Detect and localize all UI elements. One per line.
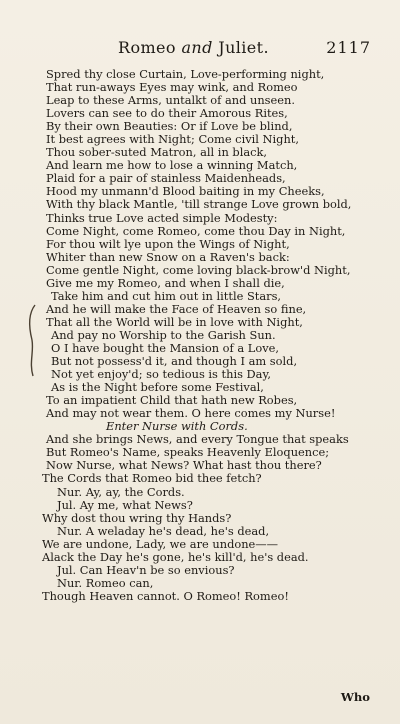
verse-text <box>42 68 372 603</box>
verse-line-31: The Cords that Romeo bid thee fetch? <box>42 471 262 486</box>
verse-line-24: Not yet enjoy'd; so tedious is this Day, <box>51 367 272 382</box>
verse-line-16: Come gentle Night, come loving black-brow'd Night, <box>46 262 351 277</box>
verse-line-8: And learn me how to lose a winning Match, <box>46 158 298 173</box>
verse-line-36: We are undone, Lady, we are undone—— <box>42 536 279 551</box>
verse-line-13: Come Night, come Romeo, come thou Day in Night, <box>46 223 346 238</box>
verse-line-38: Jul. Can Heav'n be so envious? <box>57 562 235 577</box>
verse-line-10: Hood my unmann'd Blood baiting in my Cheeks, <box>46 184 325 199</box>
verse-line-34: Why dost thou wring thy Hands? <box>42 510 232 525</box>
verse-line-28: And she brings News, and every Tongue that speaks <box>46 432 349 447</box>
verse-line-29: But Romeo's Name, speaks Heavenly Eloquence; <box>46 445 330 460</box>
verse-line-25: As is the Night before some Festival, <box>51 380 264 395</box>
stage-direction: Enter Nurse with Cords. <box>106 419 248 434</box>
title-juliet: Juliet. <box>218 38 269 57</box>
verse-line-6: It best agrees with Night; Come civil Night, <box>46 132 299 147</box>
verse-line-39: Nur. Romeo can, <box>57 575 154 590</box>
running-title <box>118 38 269 57</box>
verse-line-20: That all the World will be in love with Night, <box>46 314 303 329</box>
verse-line-2: That run-aways Eyes may wink, and Romeo <box>46 80 298 95</box>
verse-line-33: Jul. Ay me, what News? <box>57 497 193 512</box>
verse-line-14: For thou wilt lye upon the Wings of Night, <box>46 236 290 251</box>
verse-line-37: Alack the Day he's gone, he's kill'd, he's dead. <box>42 549 309 564</box>
verse-line-17: Give me my Romeo, and when I shall die, <box>46 275 285 290</box>
verse-line-3: Leap to these Arms, untalkt of and unseen. <box>46 93 295 108</box>
verse-line-18: Take him and cut him out in little Stars, <box>51 288 282 303</box>
verse-line-22: O I have bought the Mansion of a Love, <box>51 340 280 355</box>
verse-line-21: And pay no Worship to the Garish Sun. <box>51 327 276 342</box>
verse-line-5: By their own Beauties: Or if Love be blind, <box>46 119 293 134</box>
page-number: 2117 <box>326 38 371 57</box>
verse-line-11: With thy black Mantle, 'till strange Love grown bold, <box>46 197 352 212</box>
verse-line-40: Though Heaven cannot. O Romeo! Romeo! <box>42 588 289 603</box>
verse-line-15: Whiter than new Snow on a Raven's back: <box>46 249 290 264</box>
verse-line-19: And he will make the Face of Heaven so fine, <box>46 301 307 316</box>
title-and: and <box>181 38 213 57</box>
running-header <box>0 38 400 62</box>
margin-bracket-mark <box>25 304 37 377</box>
verse-line-27: And may not wear them. O here comes my Nurse! <box>46 406 336 421</box>
verse-line-4: Lovers can see to do their Amorous Rites, <box>46 106 288 121</box>
verse-line-32: Nur. Ay, ay, the Cords. <box>57 484 185 499</box>
verse-line-30: Now Nurse, what News? What hast thou there? <box>46 458 322 473</box>
catchword: Who <box>340 690 370 704</box>
verse-line-1: Spred thy close Curtain, Love-performing night, <box>46 67 325 81</box>
verse-line-12: Thinks true Love acted simple Modesty: <box>46 210 278 225</box>
verse-line-26: To an impatient Child that hath new Robes, <box>46 393 298 408</box>
verse-line-35: Nur. A weladay he's dead, he's dead, <box>57 523 270 538</box>
verse-line-9: Plaid for a pair of stainless Maidenheads, <box>46 171 286 186</box>
verse-line-23: But not possess'd it, and though I am sold, <box>51 354 298 369</box>
verse-line-7: Thou sober-suted Matron, all in black, <box>46 145 268 160</box>
title-romeo: Romeo <box>118 38 176 57</box>
